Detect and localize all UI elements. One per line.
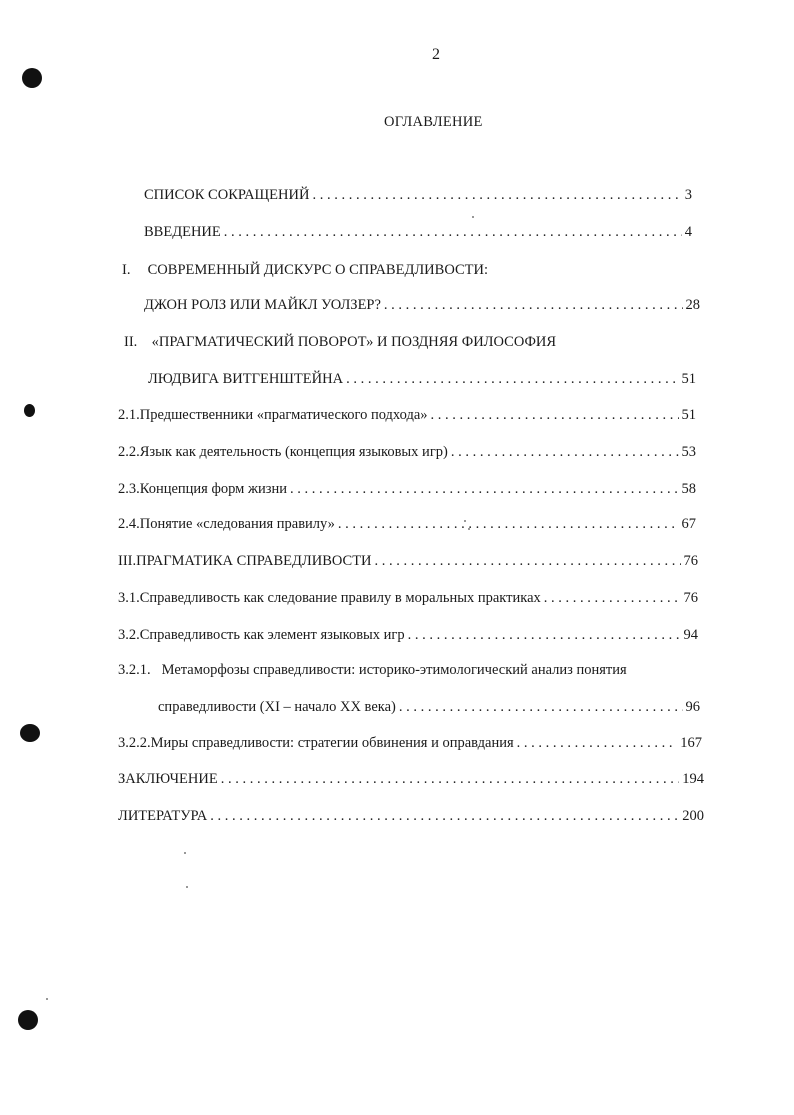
- toc-leader-dots: [221, 770, 680, 788]
- toc-leader-dots: [544, 589, 681, 607]
- toc-entry[interactable]: [144, 223, 692, 241]
- toc-entry-label: справедливости (XI – начало XX века): [158, 699, 396, 715]
- toc-leader-dots: [338, 515, 679, 533]
- toc-entry-number: I.: [122, 262, 131, 278]
- toc-entry-page: 194: [682, 771, 704, 787]
- scan-blot: [22, 68, 42, 88]
- toc-entry[interactable]: [118, 661, 627, 679]
- toc-entry-page: 94: [683, 627, 698, 643]
- scan-speck: [464, 520, 466, 522]
- toc-entry-number: 2.1.: [118, 407, 140, 423]
- toc-leader-dots: [210, 807, 679, 825]
- toc-entry-page: 200: [682, 808, 704, 824]
- toc-entry-label: Понятие «следования правилу»: [139, 516, 335, 532]
- scan-speck: [472, 216, 474, 218]
- toc-leader-dots: [451, 443, 679, 461]
- toc-entry-number: 3.1.: [118, 590, 140, 606]
- toc-entry-number: 2.3.: [118, 481, 140, 497]
- toc-entry-page: 51: [681, 407, 696, 423]
- scan-speck: [186, 886, 188, 888]
- toc-entry[interactable]: [118, 626, 698, 644]
- toc-entry-page: 53: [681, 444, 696, 460]
- scan-speck: [184, 852, 186, 854]
- toc-entry[interactable]: [158, 698, 700, 716]
- toc-entry[interactable]: [144, 186, 692, 204]
- toc-leader-dots: [346, 370, 678, 388]
- page-number: 2: [432, 46, 440, 63]
- toc-entry-label: Концепция форм жизни: [139, 481, 287, 497]
- toc-entry-label: ЛЮДВИГА ВИТГЕНШТЕЙНА: [148, 371, 344, 387]
- toc-entry-label: СПИСОК СОКРАЩЕНИЙ: [144, 187, 310, 203]
- toc-entry-number: II.: [124, 334, 138, 350]
- toc-entry-number: 3.2.: [118, 627, 140, 643]
- toc-entry[interactable]: [124, 333, 556, 351]
- toc-entry-label: СОВРЕМЕННЫЙ ДИСКУРС О СПРАВЕДЛИВОСТИ:: [147, 262, 489, 278]
- toc-leader-dots: [408, 626, 681, 644]
- toc-entry-page: 76: [683, 553, 698, 569]
- scan-blot: [24, 404, 35, 417]
- toc-leader-dots: [517, 734, 678, 752]
- toc-entry-label: ПРАГМАТИКА СПРАВЕДЛИВОСТИ: [136, 553, 372, 569]
- toc-leader-dots: [399, 698, 683, 716]
- toc-entry[interactable]: [148, 370, 696, 388]
- toc-entry-label: ЗАКЛЮЧЕНИЕ: [118, 771, 218, 787]
- toc-leader-dots: [431, 406, 679, 424]
- toc-entry[interactable]: [118, 552, 698, 570]
- toc-entry-label: Справедливость как следование правилу в моральных практиках: [139, 590, 541, 606]
- toc-entry[interactable]: [122, 261, 488, 279]
- toc-entry-label: ВВЕДЕНИЕ: [144, 224, 221, 240]
- toc-entry-page: 67: [681, 516, 696, 532]
- toc-entry-number: III.: [118, 553, 137, 569]
- toc-entry-label: ДЖОН РОЛЗ ИЛИ МАЙКЛ УОЛЗЕР?: [144, 297, 381, 313]
- scan-blot: [18, 1010, 38, 1030]
- toc-entry[interactable]: [118, 807, 704, 825]
- toc-entry-label: «ПРАГМАТИЧЕСКИЙ ПОВОРОТ» И ПОЗДНЯЯ ФИЛОСОФИЯ: [151, 334, 557, 350]
- toc-leader-dots: [375, 552, 681, 570]
- scan-speck: [468, 528, 470, 530]
- toc-entry[interactable]: [118, 589, 698, 607]
- toc-leader-dots: [384, 296, 683, 314]
- toc-entry-page: 3: [684, 187, 692, 203]
- toc-entry-page: 96: [685, 699, 700, 715]
- toc-entry-label: Предшественники «прагматического подхода»: [139, 407, 428, 423]
- toc-entry-label: Метаморфозы справедливости: историко-этимологический анализ понятия: [161, 662, 627, 678]
- toc-leader-dots: [290, 480, 679, 498]
- toc-entry[interactable]: [118, 480, 696, 498]
- toc-entry-number: 3.2.2.: [118, 735, 151, 751]
- toc-entry-page: 58: [681, 481, 696, 497]
- toc-entry-label: ЛИТЕРАТУРА: [118, 808, 208, 824]
- toc-entry-page: 51: [681, 371, 696, 387]
- toc-entry[interactable]: [118, 770, 704, 788]
- toc-entry-label: Язык как деятельность (концепция языковых игр): [139, 444, 448, 460]
- toc-entry-page: 4: [684, 224, 692, 240]
- toc-leader-dots: [312, 186, 681, 204]
- toc-entry[interactable]: [144, 296, 700, 314]
- toc-entry-label: Миры справедливости: стратегии обвинения и оправдания: [150, 735, 514, 751]
- toc-entry-page: 28: [685, 297, 700, 313]
- toc-entry-page: 76: [683, 590, 698, 606]
- toc-entry-number: 2.4.: [118, 516, 140, 532]
- scan-speck: [46, 998, 48, 1000]
- toc-leader-dots: [224, 223, 682, 241]
- toc-entry[interactable]: [118, 406, 696, 424]
- toc-entry[interactable]: [118, 443, 696, 461]
- toc-entry[interactable]: [118, 734, 702, 752]
- toc-entry-page: 167: [680, 735, 702, 751]
- toc-entry-label: Справедливость как элемент языковых игр: [139, 627, 405, 643]
- toc-title: ОГЛАВЛЕНИЕ: [384, 114, 483, 130]
- toc-entry-number: 2.2.: [118, 444, 140, 460]
- toc-entry-number: 3.2.1.: [118, 662, 151, 678]
- toc-entry[interactable]: [118, 515, 696, 533]
- scan-blot: [20, 724, 40, 742]
